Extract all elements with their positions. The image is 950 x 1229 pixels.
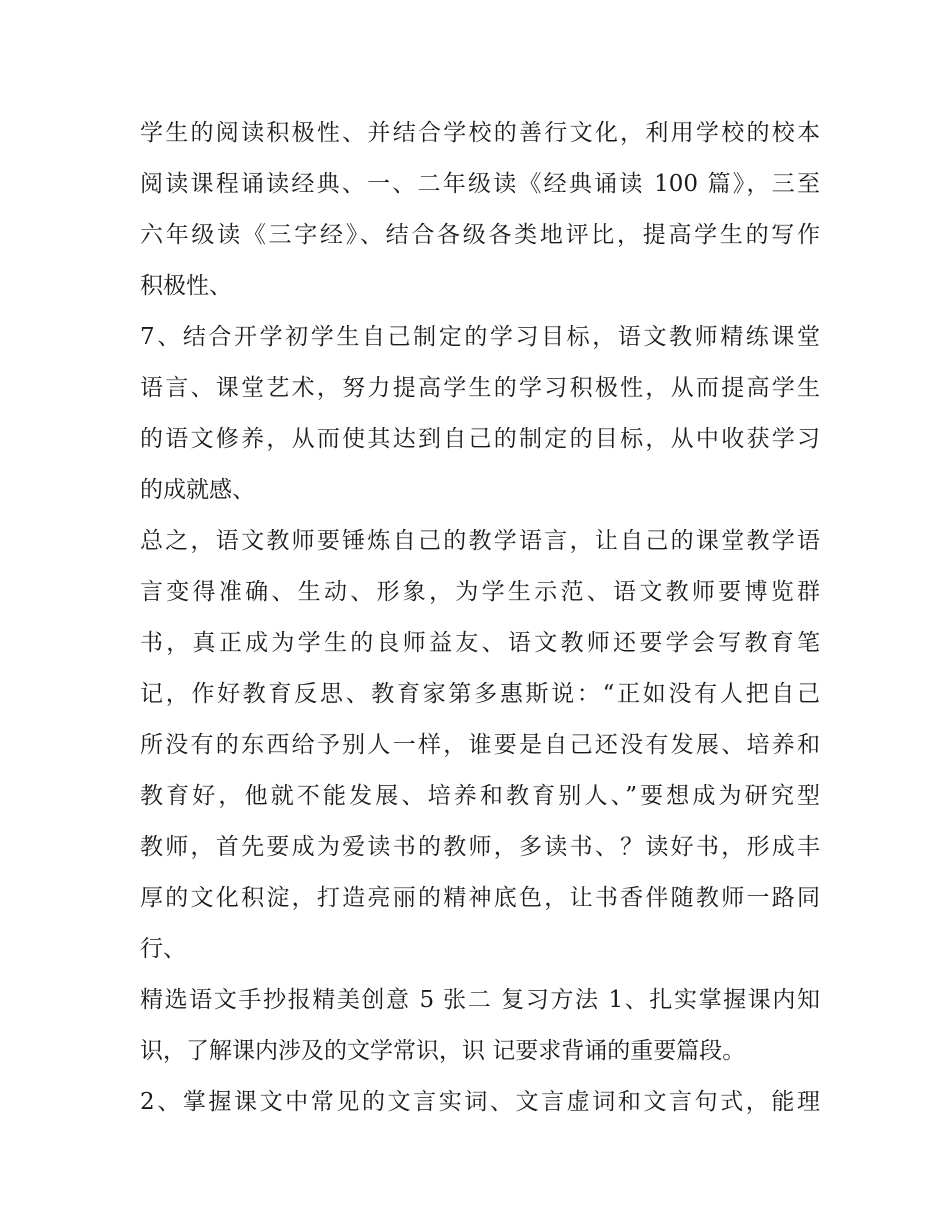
text-line: 7、结合开学初学生自己制定的学习目标，语文教师精练课堂: [140, 324, 820, 350]
text-line: 积极性、: [140, 273, 232, 299]
document-body: [140, 108, 820, 1128]
text-line: 书，真正成为学生的良师益友、语文教师还要学会写教育笔: [140, 630, 820, 656]
text-line: 行、: [140, 936, 186, 962]
text-line: 记，作好教育反思、教育家第多惠斯说：“正如没有人把自己: [140, 681, 820, 707]
text-line: 2、掌握课文中常见的文言实词、文言虚词和文言句式，能理: [140, 1089, 820, 1115]
text-line: 的成就感、: [140, 477, 255, 503]
text-line: 所没有的东西给予别人一样，谁要是自己还没有发展、培养和: [140, 732, 820, 758]
text-line: 厚的文化积淀，打造亮丽的精神底色，让书香伴随教师一路同: [140, 885, 820, 911]
text-line: 学生的阅读积极性、并结合学校的善行文化，利用学校的校本: [140, 120, 820, 146]
text-line: 六年级读《三字经》、结合各级各类地评比，提高学生的写作: [140, 222, 820, 248]
text-line: 教师，首先要成为爱读书的教师，多读书、？读好书，形成丰: [140, 834, 820, 860]
text-line: 言变得准确、生动、形象，为学生示范、语文教师要博览群: [140, 579, 820, 605]
text-line: 精选语文手抄报精美创意 5 张二 复习方法 1、扎实掌握课内知: [140, 987, 820, 1013]
text-line: 总之，语文教师要锤炼自己的教学语言，让自己的课堂教学语: [140, 528, 820, 554]
text-line: 语言、课堂艺术，努力提高学生的学习积极性，从而提高学生: [140, 375, 820, 401]
text-line: 教育好，他就不能发展、培养和教育别人、”要想成为研究型: [140, 783, 820, 809]
text-line: 阅读课程诵读经典、一、二年级读《经典诵读 100 篇》，三至: [140, 171, 820, 197]
text-line: 的语文修养，从而使其达到自己的制定的目标，从中收获学习: [140, 426, 820, 452]
text-line: 识，了解课内涉及的文学常识，识 记要求背诵的重要篇段。: [140, 1038, 746, 1064]
